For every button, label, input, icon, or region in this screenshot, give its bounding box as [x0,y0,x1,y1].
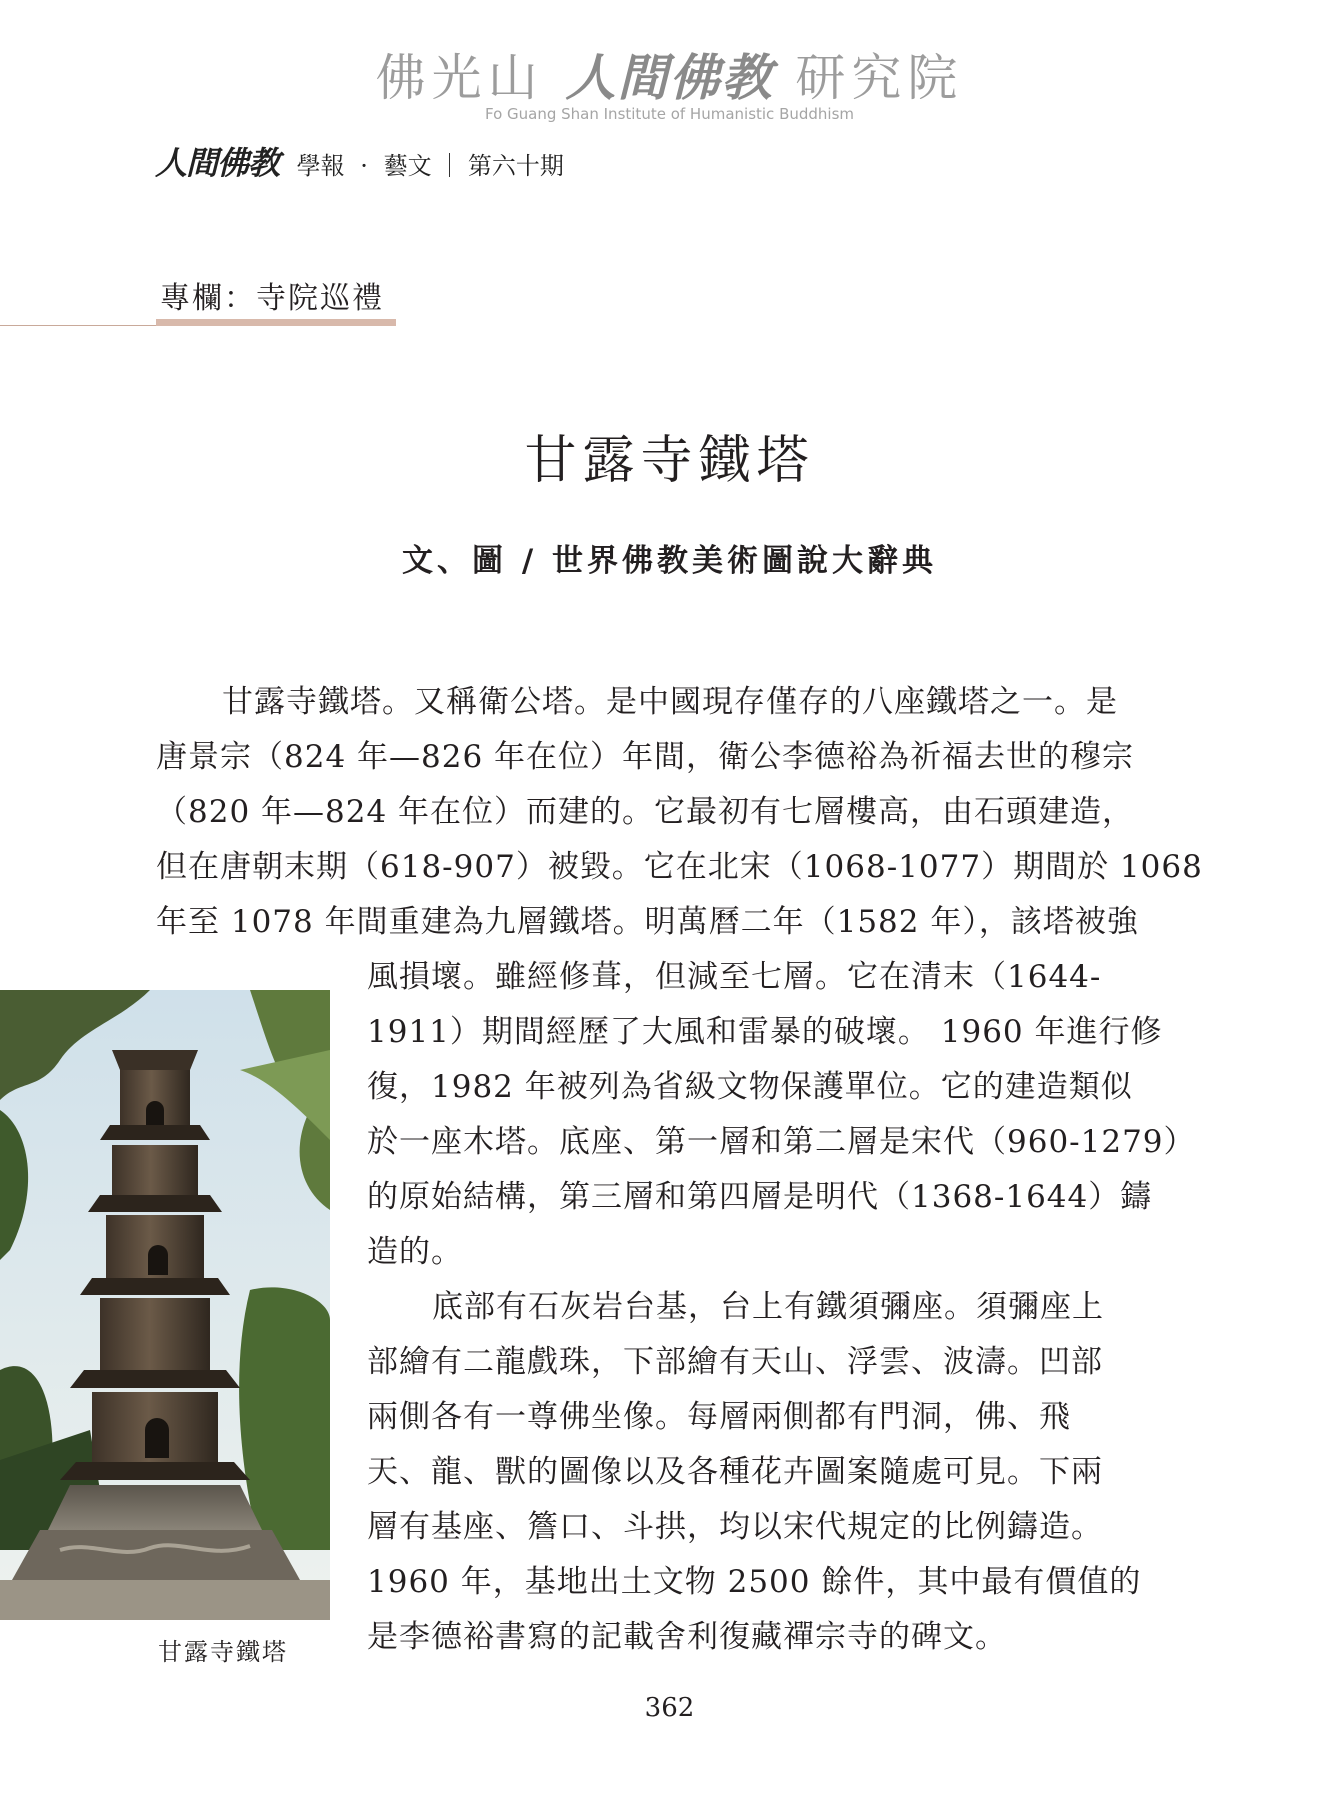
body-line: 年至 1078 年間重建為九層鐵塔。明萬曆二年（1582 年），該塔被強 [156,904,1139,940]
institute-english-name: Fo Guang Shan Institute of Humanistic Buddhism [484,105,855,123]
institute-prefix: 佛光山 [375,49,544,107]
body-line: 底部有石灰岩台基，台上有鐵須彌座。須彌座上 [432,1289,1104,1325]
journal-section: 藝文 [383,152,432,180]
pagoda-photo [0,990,330,1620]
body-line: （820 年—824 年在位）而建的。它最初有七層樓高，由石頭建造， [156,794,1135,830]
body-line: 唐景宗（824 年—826 年在位）年間，衛公李德裕為祈福去世的穆宗 [156,739,1135,775]
article-byline: 文、圖 / 世界佛教美術圖說大辭典 [402,543,937,579]
body-line: 1960 年，基地出土文物 2500 餘件，其中最有價值的 [367,1564,1142,1600]
column-underline [156,319,396,326]
column-label: 專欄：寺院巡禮 [160,281,384,316]
body-line: 是李德裕書寫的記載舍利復藏禪宗寺的碑文。 [367,1619,1007,1655]
journal-header [155,138,564,184]
body-line: 的原始結構，第三層和第四層是明代（1368-1644）鑄 [367,1179,1153,1215]
body-line: 天、龍、獸的圖像以及各種花卉圖案隨處可見。下兩 [367,1454,1103,1490]
body-line: 復，1982 年被列為省級文物保護單位。它的建造類似 [367,1069,1133,1105]
journal-name: 學報 [296,152,345,180]
article-title: 甘露寺鐵塔 [524,431,815,491]
body-line: 於一座木塔。底座、第一層和第二層是宋代（960-1279） [367,1124,1196,1160]
journal-divider [449,153,450,177]
body-line: 層有基座、簷口、斗拱，均以宋代規定的比例鑄造。 [367,1509,1103,1545]
body-line: 但在唐朝末期（618-907）被毀。它在北宋（1068-1077）期間於 1068 [156,849,1203,885]
body-line: 造的。 [367,1234,463,1270]
institute-calligraphy: 人間佛教 [565,49,774,107]
journal-logo: 人間佛教 [155,144,280,182]
body-line: 甘露寺鐵塔。又稱衛公塔。是中國現存僅存的八座鐵塔之一。是 [222,684,1118,720]
figure-caption: 甘露寺鐵塔 [158,1638,288,1666]
journal-dot: · [360,152,368,180]
body-line: 兩側各有一尊佛坐像。每層兩側都有門洞，佛、飛 [367,1399,1071,1435]
body-line: 風損壞。雖經修葺，但減至七層。它在清末（1644- [367,959,1102,995]
body-line: 部繪有二龍戲珠，下部繪有天山、浮雲、波濤。凹部 [367,1344,1103,1380]
institute-title [0,38,1339,110]
journal-issue: 第六十期 [467,152,564,180]
page-number: 362 [644,1693,695,1723]
institute-suffix: 研究院 [795,49,964,107]
body-line: 1911）期間經歷了大風和雷暴的破壞。 1960 年進行修 [367,1014,1163,1050]
